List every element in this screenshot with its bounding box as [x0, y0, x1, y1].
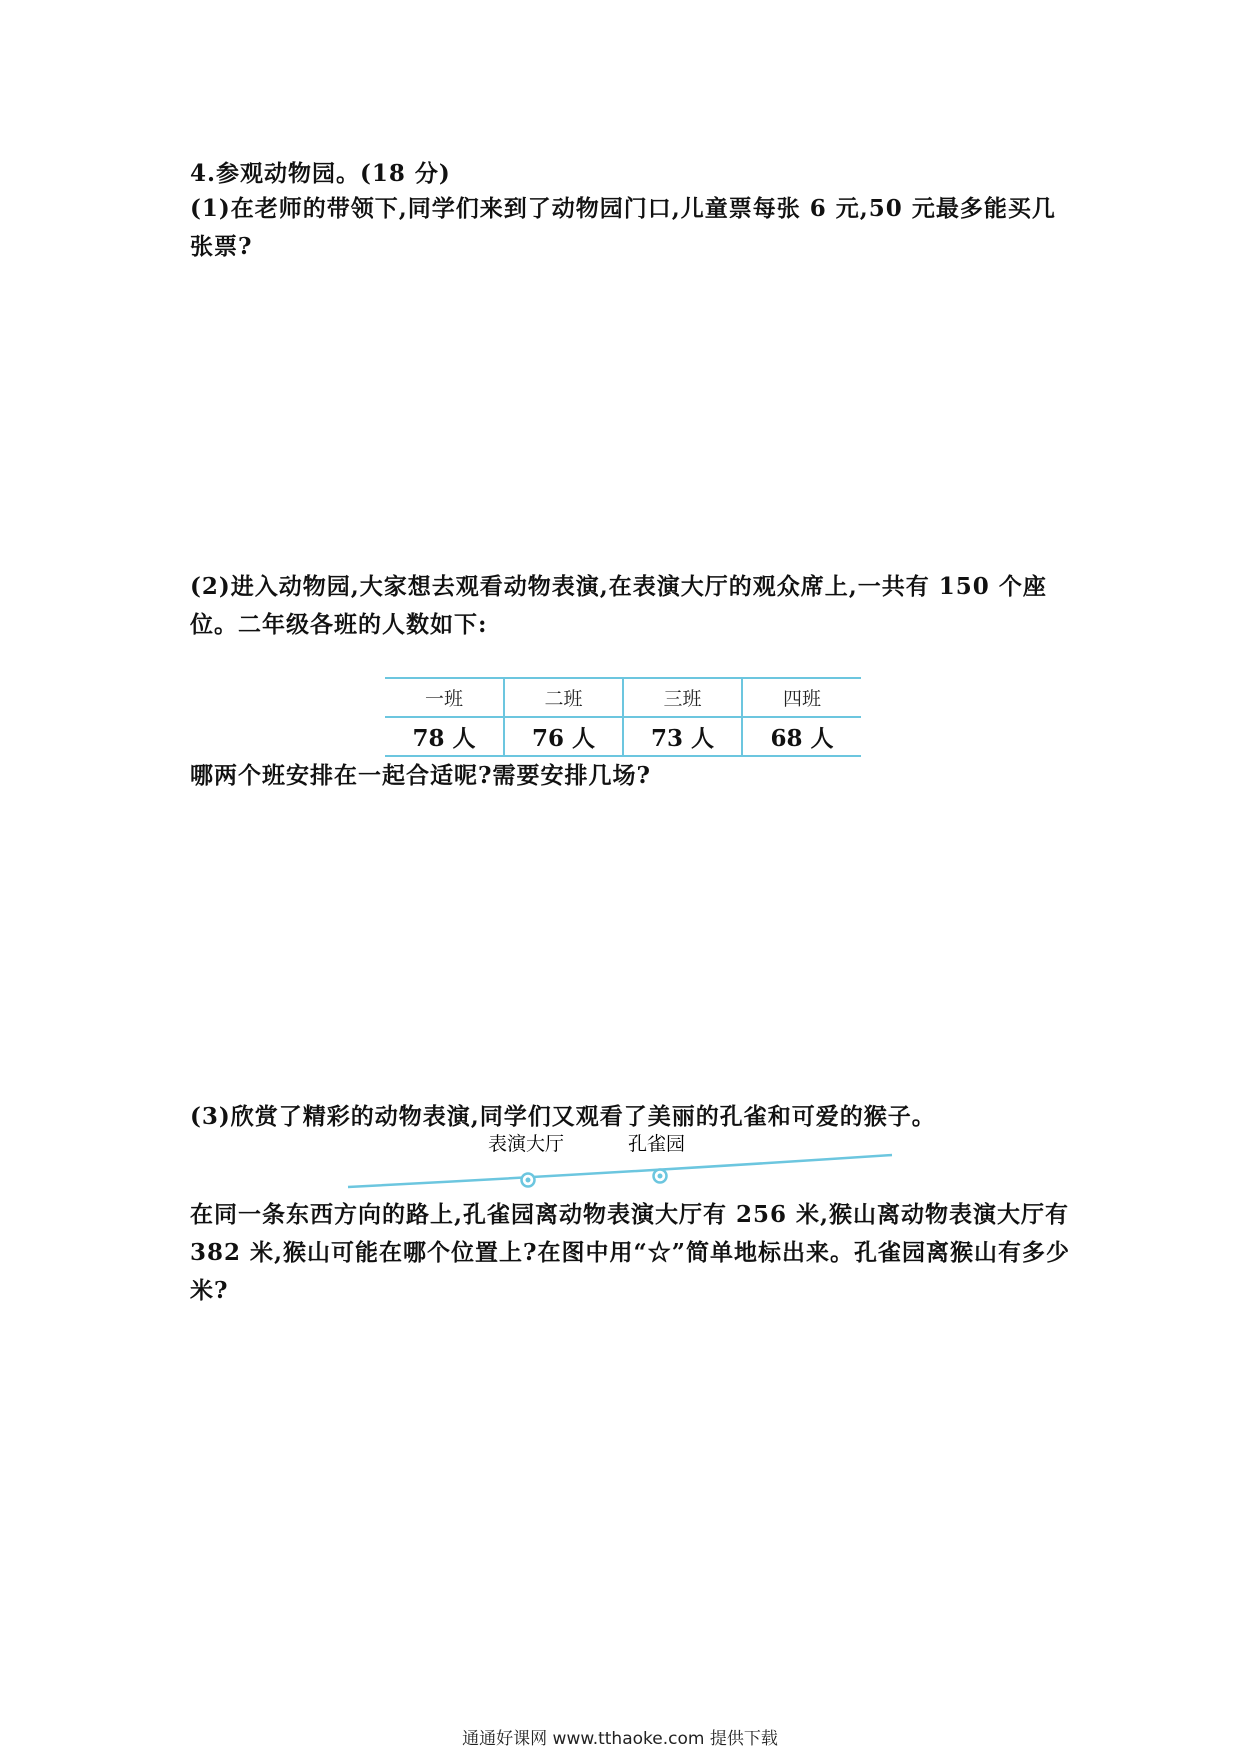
peacock-garden-marker [654, 1170, 667, 1183]
table-header-cell: 四班 [742, 678, 861, 717]
part2-text: (2)进入动物园,大家想去观看动物表演,在表演大厅的观众席上,一共有 150 个座位。二年级各班的人数如下: [190, 573, 1047, 638]
part3-text: (3)欣赏了精彩的动物表演,同学们又观看了美丽的孔雀和可爱的猴子。 [190, 1103, 936, 1130]
part3-body: 在同一条东西方向的路上,孔雀园离动物表演大厅有 256 米,猴山离动物表演大厅有 382 米,猴山可能在哪个位置上?在图中用“☆”简单地标出来。孔雀园离猴山有多少米? [190, 1201, 1070, 1304]
question-title: 4.参观动物园。(18 分) [190, 160, 451, 187]
class-size-table [385, 677, 861, 757]
part1-text: (1)在老师的带领下,同学们来到了动物园门口,儿童票每张 6 元,50 元最多能买几张票? [190, 195, 1056, 260]
table-cell: 68 人 [742, 717, 861, 756]
table-cell: 76 人 [504, 717, 623, 756]
table-cell: 78 人 [385, 717, 504, 756]
road-map [340, 1125, 900, 1195]
footer-credit: 通通好课网 www.tthaoke.com 提供下载 [462, 1729, 778, 1749]
table-header-cell: 二班 [504, 678, 623, 717]
table-header-cell: 三班 [623, 678, 742, 717]
table-row [385, 717, 861, 756]
part2-question: 哪两个班安排在一起合适呢?需要安排几场? [190, 762, 651, 789]
peacock-garden-label: 孔雀园 [628, 1133, 686, 1155]
performance-hall-label: 表演大厅 [488, 1133, 565, 1155]
table-header-cell: 一班 [385, 678, 504, 717]
table-header-row [385, 678, 861, 717]
performance-hall-marker [522, 1174, 535, 1187]
table-cell: 73 人 [623, 717, 742, 756]
road-line [348, 1155, 892, 1187]
